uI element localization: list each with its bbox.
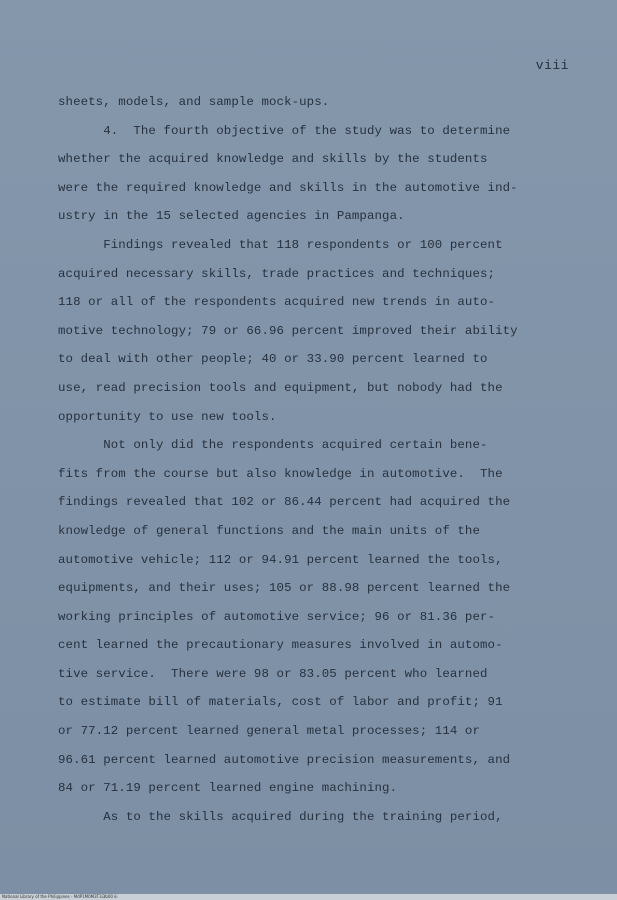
text-line: 84 or 71.19 percent learned engine machining.	[58, 781, 398, 796]
text-line: As to the skills acquired during the training period,	[58, 809, 503, 824]
text-line: findings revealed that 102 or 86.44 percent had acquired the	[58, 495, 511, 510]
text-line: or 77.12 percent learned general metal processes; 114 or	[58, 724, 480, 739]
text-line: Not only did the respondents acquired certain bene-	[58, 438, 488, 453]
text-line: sheets, models, and sample mock-ups.	[58, 95, 330, 109]
text-line: motive technology; 79 or 66.96 percent improved their ability	[58, 323, 518, 338]
footer-strip	[0, 894, 617, 900]
text-line: to estimate bill of materials, cost of labor and profit; 91	[58, 695, 503, 710]
text-line: fits from the course but also knowledge in automotive. The	[58, 466, 503, 481]
text-line: were the required knowledge and skills in the automotive ind-	[58, 180, 518, 195]
footer-text: National Library of the Philippines - MdP1M0M3T3i3b00 iii	[2, 894, 118, 899]
text-line: 96.61 percent learned automotive precision measurements, and	[58, 752, 511, 767]
text-line: knowledge of general functions and the main units of the	[58, 523, 480, 538]
text-line: equipments, and their uses; 105 or 88.98 percent learned the	[58, 581, 511, 596]
text-line: whether the acquired knowledge and skills by the students	[58, 152, 488, 167]
text-line: tive service. There were 98 or 83.05 percent who learned	[58, 666, 488, 681]
text-line: cent learned the precautionary measures involved in automo-	[58, 638, 503, 653]
text-line: 118 or all of the respondents acquired new trends in auto-	[58, 295, 496, 310]
text-line: ustry in the 15 selected agencies in Pampanga.	[58, 209, 405, 224]
text-line: use, read precision tools and equipment, but nobody had the	[58, 380, 503, 395]
body-text	[58, 88, 588, 831]
text-line: opportunity to use new tools.	[58, 409, 277, 424]
text-line: 4. The fourth objective of the study was to determine	[58, 123, 511, 138]
text-line: to deal with other people; 40 or 33.90 percent learned to	[58, 352, 488, 367]
text-line: acquired necessary skills, trade practices and techniques;	[58, 266, 496, 281]
text-line: automotive vehicle; 112 or 94.91 percent learned the tools,	[58, 552, 503, 567]
text-line: Findings revealed that 118 respondents or 100 percent	[58, 237, 503, 252]
text-line: working principles of automotive service; 96 or 81.36 per-	[58, 609, 496, 624]
page-number: viii	[535, 58, 569, 73]
